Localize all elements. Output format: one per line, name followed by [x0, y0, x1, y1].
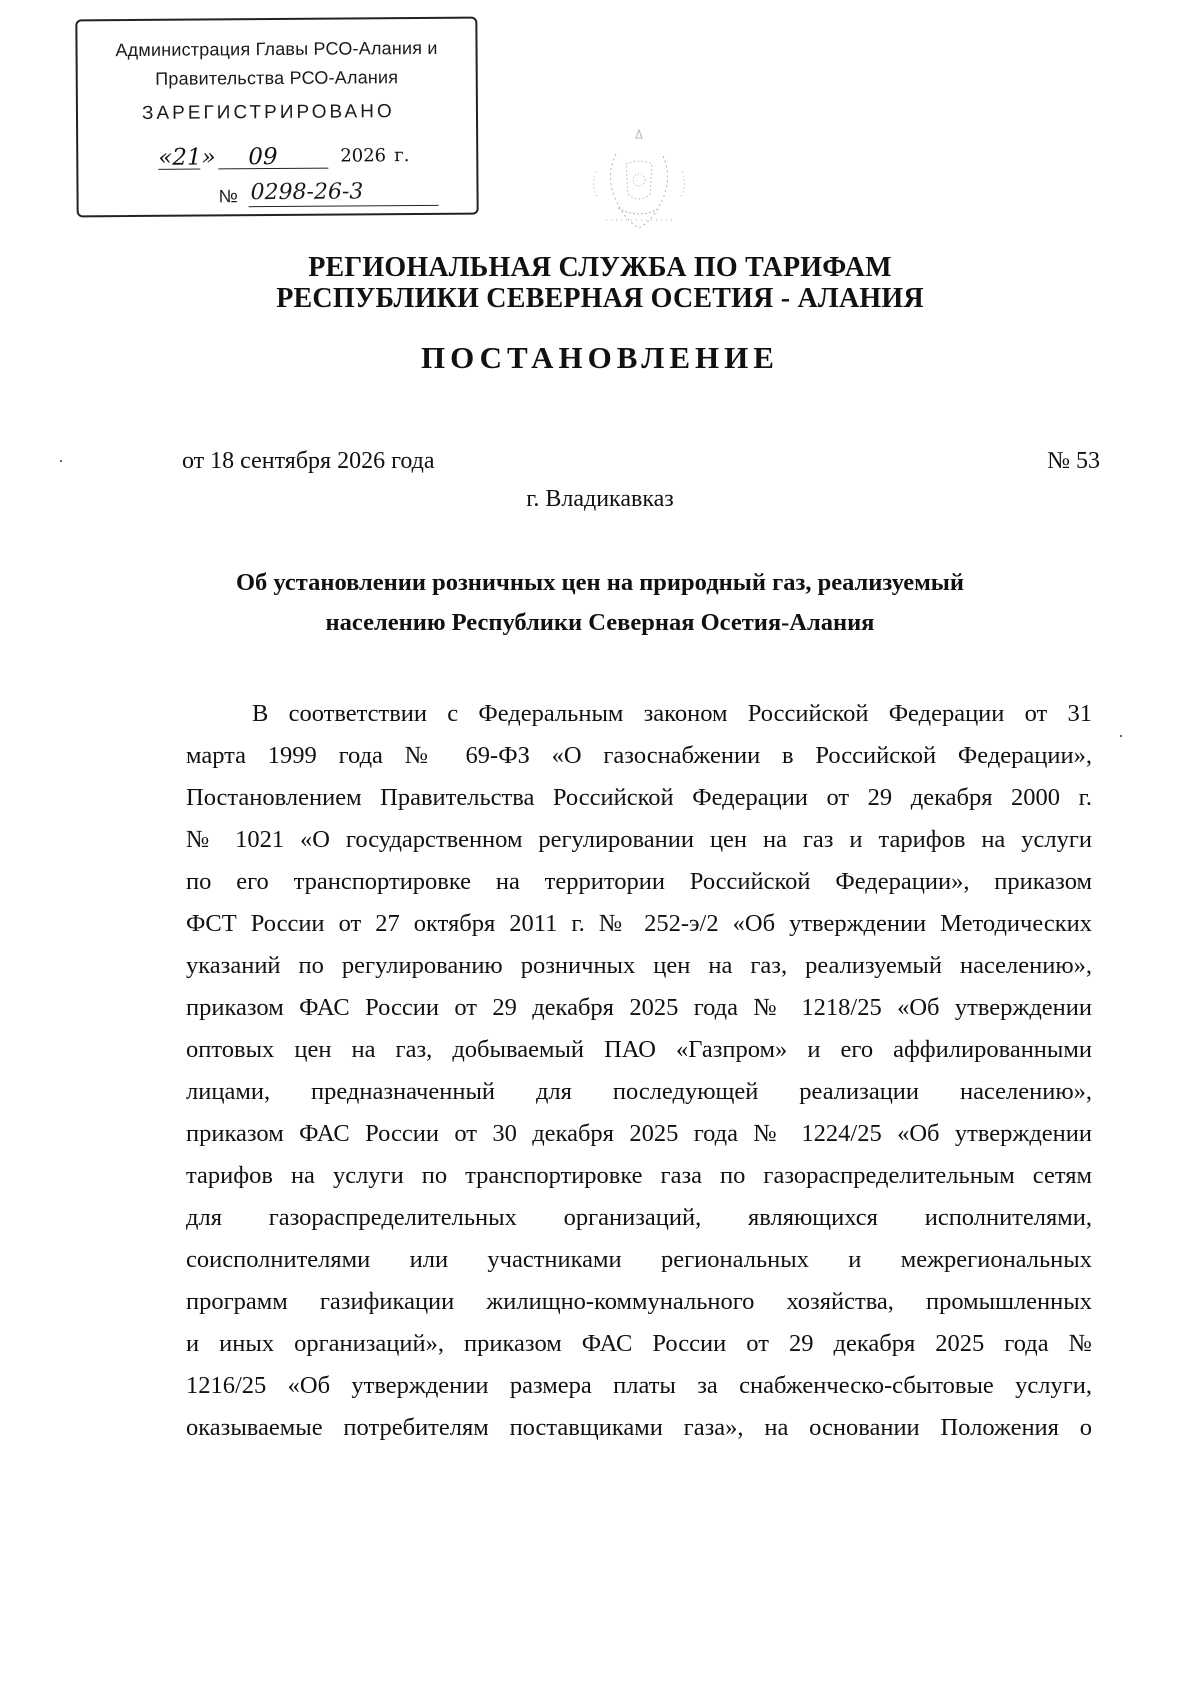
stamp-number-underline — [249, 205, 439, 207]
body-line: 1216/25 «Об утверждении размера платы за снабженческо-сбытовые услуги, — [186, 1372, 1092, 1399]
decree-subject — [0, 563, 1200, 643]
body-line: № 1021 «О государственном регулировании цен на газ и тарифов на услуги — [186, 826, 1092, 853]
document-type-title: ПОСТАНОВЛЕНИЕ — [421, 340, 779, 375]
body-line: по его транспортировке на территории Российской Федерации», приказом — [186, 868, 1092, 895]
decree-city: г. Владикавказ — [526, 486, 674, 512]
body-line: и иных организаций», приказом ФАС России от 29 декабря 2025 года № — [186, 1330, 1092, 1357]
decree-subject-line1: Об установлении розничных цен на природный газ, реализуемый — [235, 569, 965, 596]
stamp-number-value: 0298-26-3 — [250, 179, 364, 206]
body-line: соисполнителями или участниками региональных и межрегиональных — [186, 1246, 1092, 1273]
stamp-authority-line1: Администрация Главы РСО-Алания и — [115, 37, 438, 61]
body-line: для газораспределительных организаций, являющихся исполнителями, — [186, 1204, 1092, 1231]
org-name-line2: РЕСПУБЛИКИ СЕВЕРНАЯ ОСЕТИЯ - АЛАНИЯ — [276, 283, 924, 314]
body-line: оказываемые потребителям поставщиками газа», на основании Положения о — [186, 1414, 1092, 1441]
stamp-date-year: 2026 — [340, 145, 387, 167]
registration-stamp — [75, 17, 478, 218]
decree-number: № 53 — [1047, 448, 1100, 474]
body-line: В соответствии с Федеральным законом Российской Федерации от 31 — [252, 700, 1092, 727]
stamp-date-day: «21» — [158, 144, 216, 171]
stamp-number-label: № — [218, 186, 238, 207]
body-line: Постановлением Правительства Российской Федерации от 29 декабря 2000 г. — [186, 784, 1092, 811]
decree-body — [186, 693, 1092, 1449]
body-line: приказом ФАС России от 30 декабря 2025 года № 1224/25 «Об утверждении — [186, 1120, 1092, 1147]
body-line: лицами, предназначенный для последующей реализации населению», — [186, 1078, 1092, 1105]
stamp-authority-line2: Правительства РСО-Алания — [155, 67, 399, 89]
stamp-date-suffix: г. — [394, 145, 410, 167]
stamp-date-month: 09 — [248, 143, 278, 171]
stamp-registered-label: ЗАРЕГИСТРИРОВАНО — [141, 101, 395, 124]
scan-speck — [1120, 735, 1122, 737]
org-name-line1: РЕГИОНАЛЬНАЯ СЛУЖБА ПО ТАРИФАМ — [308, 252, 892, 283]
body-line: тарифов на услуги по транспортировке газа по газораспределительным сетям — [186, 1162, 1092, 1189]
body-line: приказом ФАС России от 29 декабря 2025 года № 1218/25 «Об утверждении — [186, 994, 1092, 1021]
scan-speck — [60, 460, 62, 462]
body-line: оптовых цен на газ, добываемый ПАО «Газпром» и его аффилированными — [186, 1036, 1092, 1063]
coat-of-arms-emblem — [576, 124, 702, 242]
decree-date: от 18 сентября 2026 года — [182, 448, 435, 474]
body-line: указаний по регулированию розничных цен на газ, реализуемый населению», — [186, 952, 1092, 979]
stamp-date — [158, 139, 458, 175]
body-line: марта 1999 года № 69-ФЗ «О газоснабжении в Российской Федерации», — [186, 742, 1092, 769]
body-line: ФСТ России от 27 октября 2011 г. № 252-э/2 «Об утверждении Методических — [186, 910, 1092, 937]
stamp-number — [218, 179, 458, 213]
body-line: программ газификации жилищно-коммунального хозяйства, промышленных — [186, 1288, 1092, 1315]
decree-subject-line2: населению Республики Северная Осетия-Алания — [325, 609, 875, 636]
